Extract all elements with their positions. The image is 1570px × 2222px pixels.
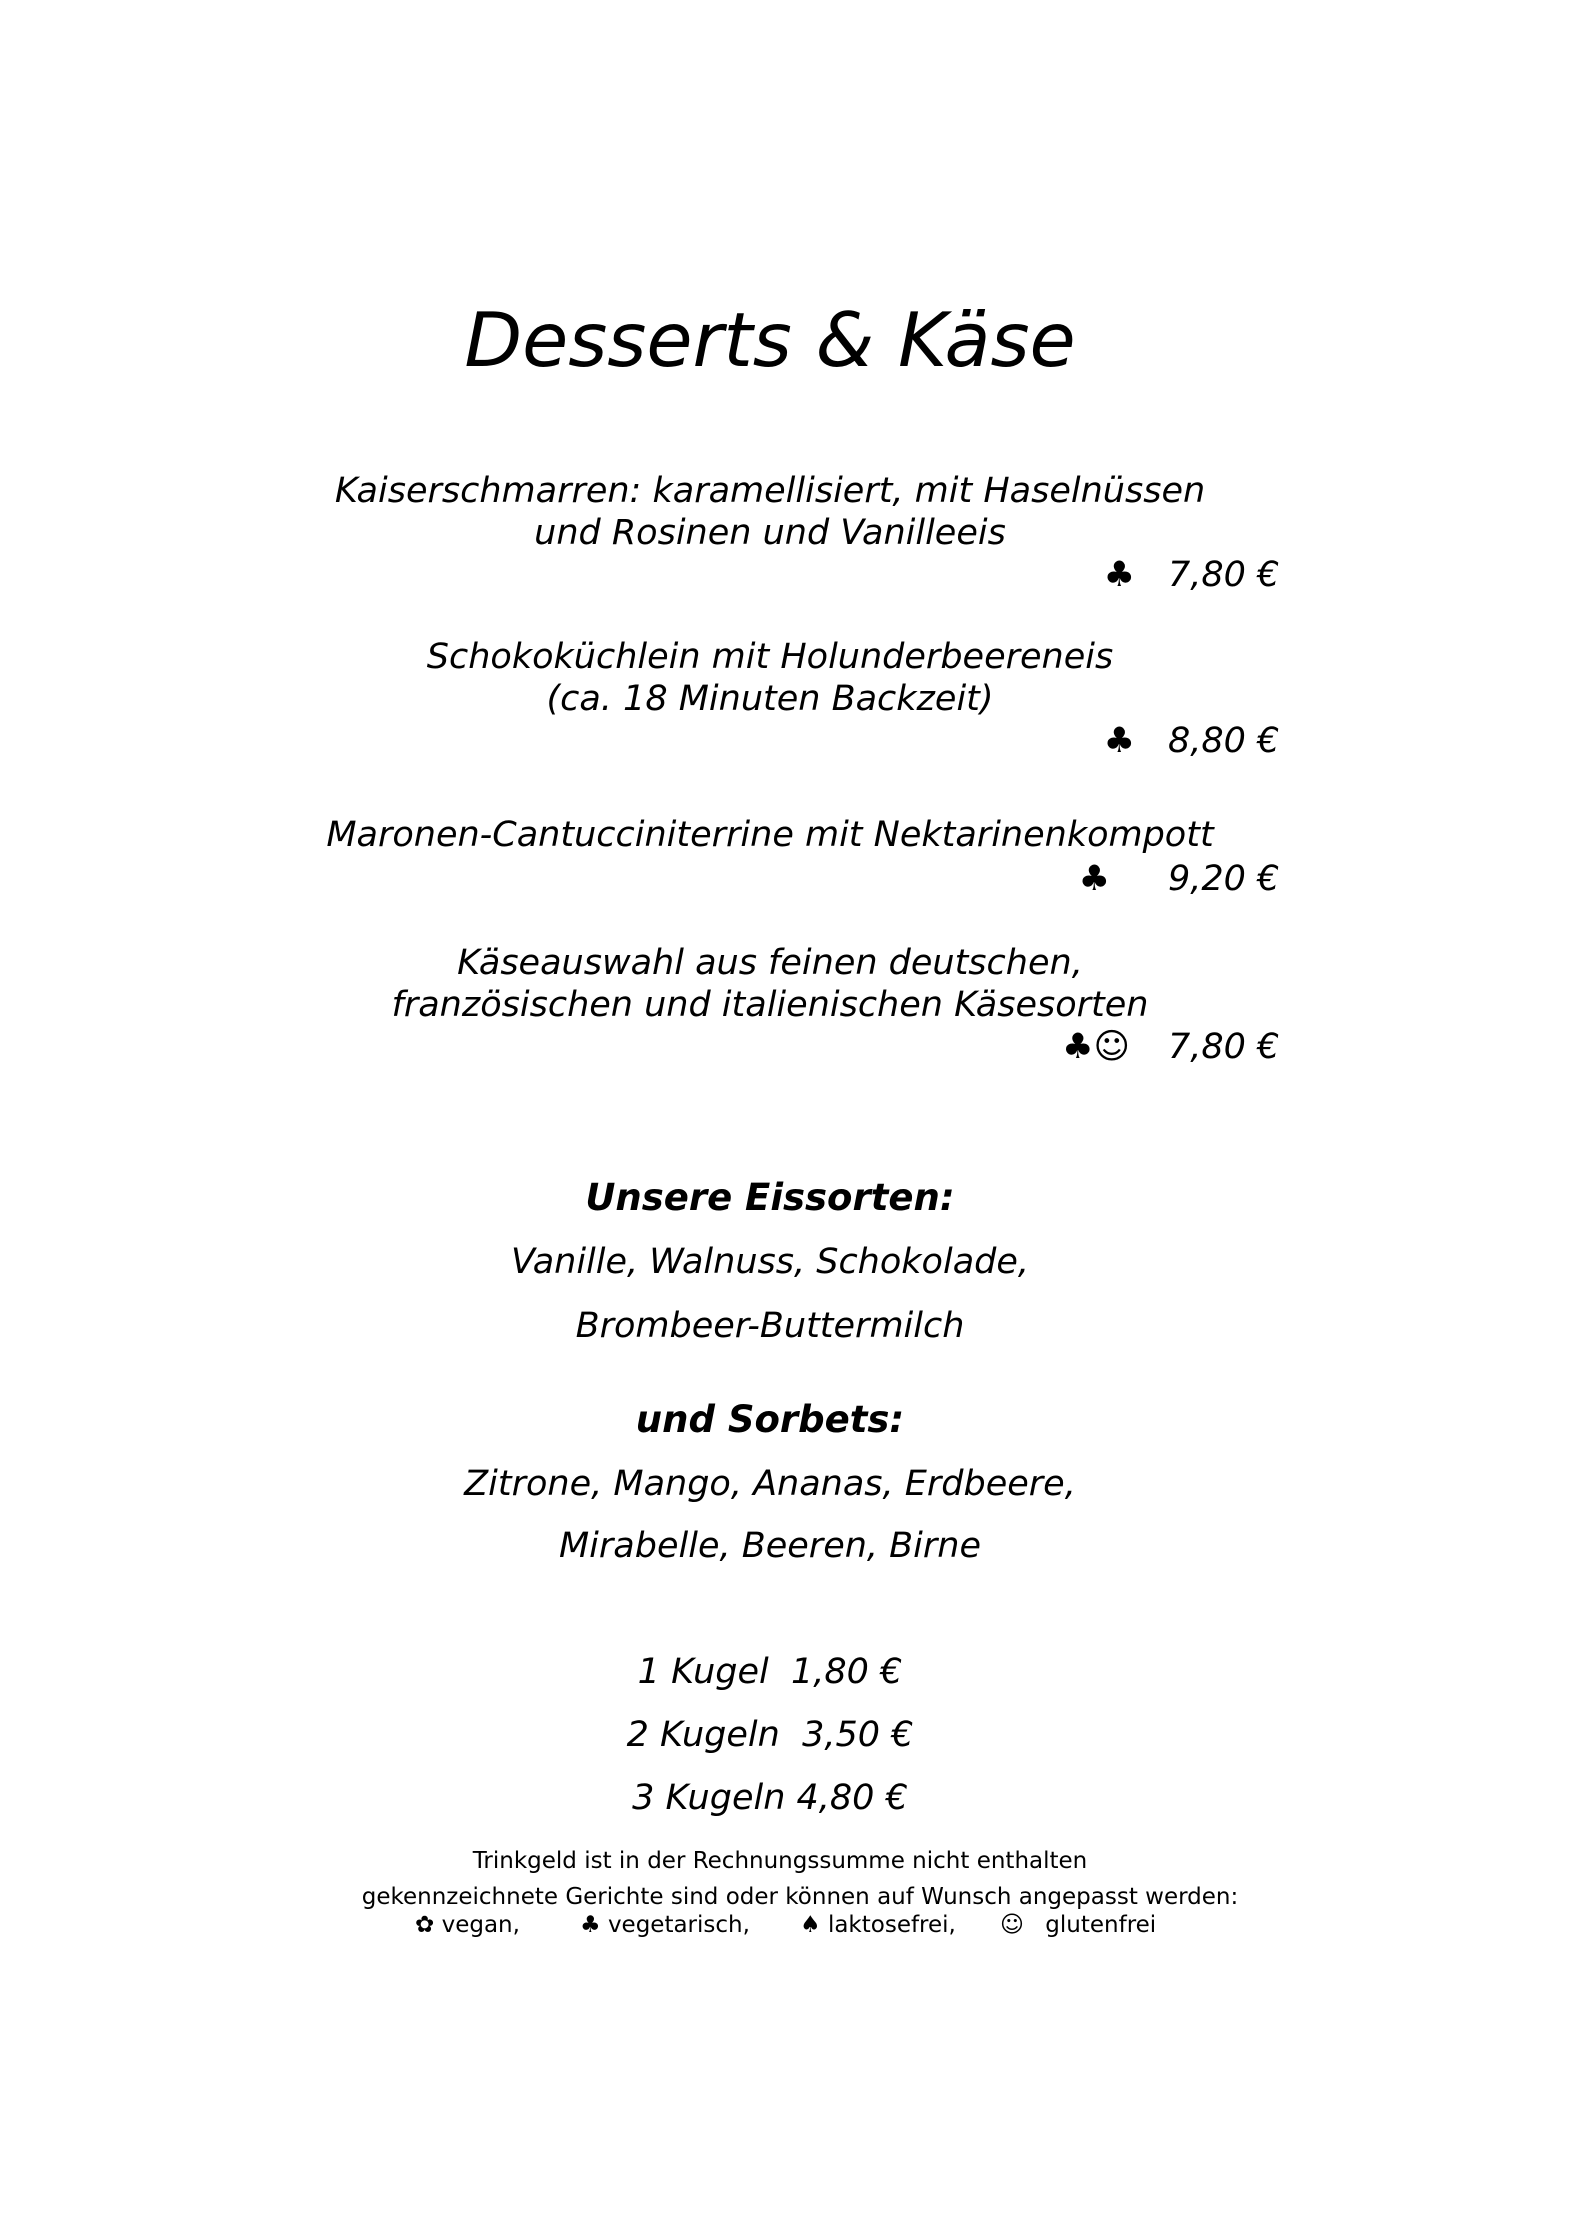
legend-label: glutenfrei [1045,1912,1157,1938]
dish-line: Kaiserschmarren: karamellisiert, mit Haselnüssen [334,471,1206,511]
ice-flavors-line: Vanille, Walnuss, Schokolade, [510,1242,1030,1282]
legend-vegetarian [580,1912,750,1938]
sorbet-flavors-line: Zitrone, Mango, Ananas, Erdbeere, [464,1464,1076,1504]
dish-line: französischen und italienischen Käsesorten [391,985,1149,1025]
dish-price-row [0,858,1570,900]
smiley-icon: ☺ [1000,1912,1024,1938]
scoop-price-3: 3 Kugeln 4,80 € [632,1778,908,1818]
vegetarian-glutenfree-icon: ♣☺ [1062,1027,1130,1067]
legend-vegan [415,1912,520,1938]
scoop-price-2: 2 Kugeln 3,50 € [626,1715,914,1755]
drop-icon: ♠ [800,1912,821,1938]
dish-price: 9,20 € [1168,859,1280,899]
dish-line: und Rosinen und Vanilleeis [534,513,1006,553]
dish-price-row [0,720,1570,762]
page-title: Desserts & Käse [464,296,1076,384]
dish-schokokuechlein [0,636,1540,720]
dish-kaiserschmarren [0,470,1540,554]
sorbet-heading: und Sorbets: [635,1398,905,1441]
dish-price-row [0,1026,1570,1068]
dish-line: Maronen-Cantucciniterrine mit Nektarinenkompott [326,815,1214,855]
legend-glutenfree [1000,1912,1156,1938]
legend-lactosefree [800,1912,956,1938]
ice-heading: Unsere Eissorten: [585,1176,955,1219]
dish-line: Käseauswahl aus feinen deutschen, [457,943,1083,983]
legend-label: laktosefrei, [827,1912,956,1938]
vegetarian-icon: ♣ [1078,859,1110,899]
dish-line: Schokoküchlein mit Holunderbeereneis [426,637,1114,677]
dish-kaeseauswahl [0,942,1540,1026]
flower-icon: ✿ [415,1912,435,1938]
dish-price: 7,80 € [1168,555,1280,595]
legend-label: vegetarisch, [607,1912,750,1938]
dish-price: 7,80 € [1168,1027,1280,1067]
vegetarian-icon: ♣ [1103,721,1135,761]
dish-line: (ca. 18 Minuten Backzeit) [546,679,994,719]
tip-note: Trinkgeld ist in der Rechnungssumme nicht enthalten [472,1848,1088,1874]
scoop-price-1: 1 Kugel 1,80 € [637,1652,903,1692]
legend-label: vegan, [441,1912,520,1938]
dish-maronen-terrine [0,814,1540,856]
ice-flavors-line: Brombeer-Buttermilch [575,1306,965,1346]
dish-price: 8,80 € [1168,721,1280,761]
marking-note: gekennzeichnete Gerichte sind oder können auf Wunsch angepasst werden: [361,1884,1239,1910]
vegetarian-icon: ♣ [1103,555,1135,595]
sorbet-flavors-line: Mirabelle, Beeren, Birne [558,1526,982,1566]
dish-price-row [0,554,1570,596]
club-icon: ♣ [580,1912,601,1938]
